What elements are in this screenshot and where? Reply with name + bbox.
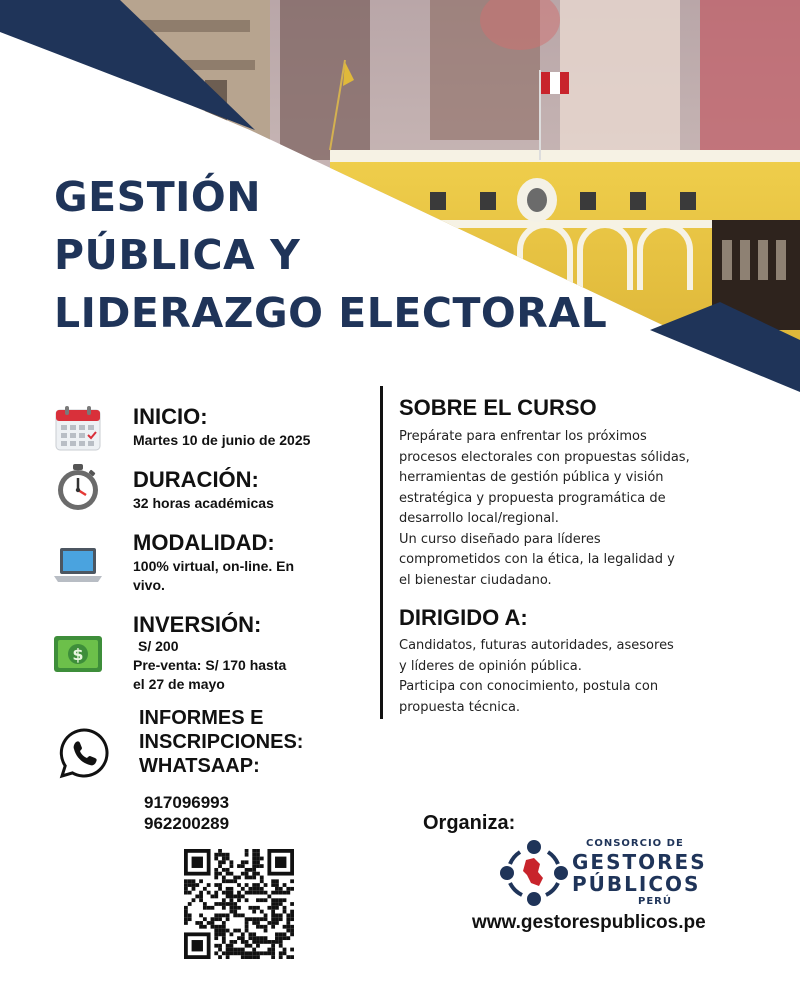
course-title bbox=[54, 168, 607, 342]
contact-label-line-1: INFORMES E bbox=[139, 707, 264, 729]
target-line: y líderes de opinión pública. bbox=[399, 658, 582, 674]
start-date: Martes 10 de junio de 2025 bbox=[133, 432, 311, 448]
target-line: propuesta técnica. bbox=[399, 699, 521, 715]
modality-value-line-1: 100% virtual, on-line. En bbox=[133, 558, 295, 574]
about-line: procesos electorales con propuestas sólidas, bbox=[399, 449, 690, 465]
about-title: SOBRE EL CURSO bbox=[399, 395, 597, 420]
about-line: Prepárate para enfrentar los próximos bbox=[399, 429, 647, 444]
contact-label-line-3: WHATSAAP: bbox=[139, 755, 260, 777]
presale-line-1: Pre-venta: S/ 170 hasta bbox=[133, 657, 287, 673]
modality-value-line-2: vivo. bbox=[133, 577, 165, 593]
target-title: DIRIGIDO A: bbox=[399, 605, 528, 630]
target-line: Participa con conocimiento, postula con bbox=[399, 679, 659, 694]
about-line: comprometidos con la ética, la legalidad y bbox=[399, 552, 675, 567]
start-label: INICIO: bbox=[133, 404, 208, 429]
logo-publicos-text: PÚBLICOS bbox=[572, 872, 701, 896]
modality-label: MODALIDAD: bbox=[133, 530, 275, 555]
modality-value bbox=[133, 557, 294, 595]
title-line-3: LIDERAZGO ELECTORAL bbox=[54, 289, 608, 337]
duration-label: DURACIÓN: bbox=[133, 467, 259, 492]
website-link[interactable]: www.gestorespublicos.pe bbox=[472, 912, 706, 933]
phone-list bbox=[144, 792, 229, 834]
phone-number-2[interactable]: 962200289 bbox=[144, 814, 230, 833]
contact-label-line-2: INSCRIPCIONES: bbox=[139, 731, 304, 753]
presale-line-2: el 27 de mayo bbox=[133, 676, 225, 692]
about-line: estratégica y propuesta programática de bbox=[399, 490, 666, 506]
svg-text:$: $ bbox=[72, 645, 84, 664]
qr-code[interactable] bbox=[184, 849, 294, 959]
stopwatch-icon bbox=[52, 462, 104, 514]
title-line-1: GESTIÓN bbox=[54, 173, 262, 221]
calendar-icon bbox=[52, 404, 104, 456]
price-label: INVERSIÓN: bbox=[133, 612, 262, 637]
column-divider bbox=[380, 386, 383, 719]
phone-number-1[interactable]: 917096993 bbox=[144, 793, 230, 812]
organizer-logo bbox=[498, 838, 728, 908]
about-text bbox=[399, 427, 729, 591]
money-icon bbox=[52, 628, 104, 680]
price-value: S/ 200 bbox=[138, 638, 179, 654]
about-line: herramientas de gestión pública y visión bbox=[399, 470, 664, 485]
duration-value: 32 horas académicas bbox=[133, 495, 274, 511]
about-line: el bienestar ciudadano. bbox=[399, 572, 552, 588]
whatsapp-icon[interactable] bbox=[58, 727, 110, 779]
laptop-icon bbox=[52, 540, 104, 592]
about-line: desarrollo local/regional. bbox=[399, 511, 559, 526]
target-line: Candidatos, futuras autoridades, asesores bbox=[399, 638, 674, 653]
title-line-2: PÚBLICA Y bbox=[54, 231, 301, 279]
people-circle-icon bbox=[498, 838, 570, 908]
logo-consortium-text: CONSORCIO DE bbox=[586, 838, 684, 849]
organizer-label: Organiza: bbox=[423, 812, 516, 834]
logo-peru-text: PERÚ bbox=[638, 896, 672, 907]
contact-label bbox=[139, 706, 303, 778]
target-text bbox=[399, 636, 729, 718]
logo-gestores-text: GESTORES bbox=[572, 850, 707, 874]
about-line: Un curso diseñado para líderes bbox=[399, 531, 601, 547]
presale-value bbox=[133, 656, 286, 694]
